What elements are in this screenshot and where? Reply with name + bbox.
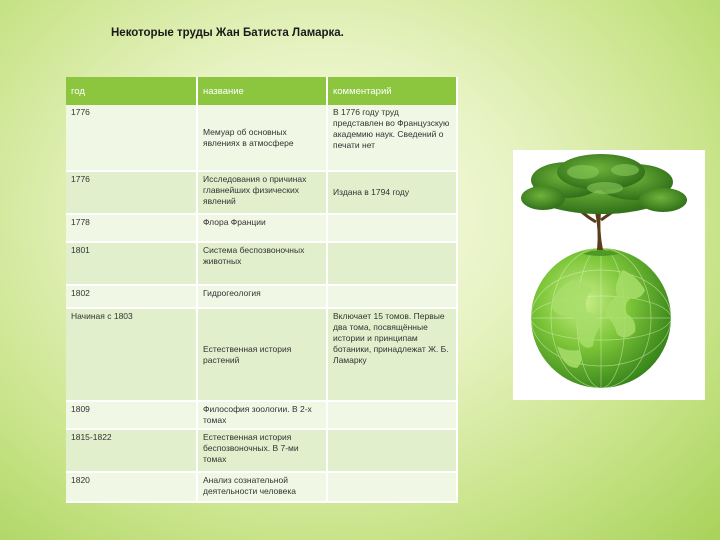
table-row bbox=[66, 214, 457, 242]
table-row bbox=[66, 308, 457, 401]
table-header-row bbox=[66, 77, 457, 105]
cell-year: Начиная с 1803 bbox=[66, 308, 197, 401]
cell-year: 1809 bbox=[66, 401, 197, 429]
cell-name: Естественная история беспозвоночных. В 7-ми томах bbox=[197, 429, 327, 472]
cell-comment: Издана в 1794 году bbox=[327, 171, 457, 214]
cell-comment bbox=[327, 429, 457, 472]
cell-comment bbox=[327, 214, 457, 242]
table-row bbox=[66, 401, 457, 429]
cell-name: Система беспозвоночных животных bbox=[197, 242, 327, 285]
tree-on-globe-icon bbox=[513, 150, 705, 400]
cell-name: Исследования о причинах главнейших физических явлений bbox=[197, 171, 327, 214]
table-row bbox=[66, 285, 457, 308]
cell-comment bbox=[327, 242, 457, 285]
table-row bbox=[66, 429, 457, 472]
cell-comment bbox=[327, 285, 457, 308]
works-table bbox=[66, 77, 458, 503]
cell-name: Естественная история растений bbox=[197, 308, 327, 401]
cell-name: Анализ сознательной деятельности человека bbox=[197, 472, 327, 502]
header-name: название bbox=[197, 77, 327, 105]
cell-year: 1776 bbox=[66, 105, 197, 171]
slide-title: Некоторые труды Жан Батиста Ламарка. bbox=[111, 27, 344, 39]
cell-year: 1801 bbox=[66, 242, 197, 285]
cell-name: Флора Франции bbox=[197, 214, 327, 242]
table-row bbox=[66, 171, 457, 214]
cell-comment: В 1776 году труд представлен во Французскую академию наук. Сведений о печати нет bbox=[327, 105, 457, 171]
cell-name: Гидрогеология bbox=[197, 285, 327, 308]
header-comment: комментарий bbox=[327, 77, 457, 105]
cell-comment bbox=[327, 401, 457, 429]
cell-name: Мемуар об основных явлениях в атмосфере bbox=[197, 105, 327, 171]
header-year: год bbox=[66, 77, 197, 105]
table-row bbox=[66, 105, 457, 171]
table-row bbox=[66, 242, 457, 285]
cell-year: 1778 bbox=[66, 214, 197, 242]
table-row bbox=[66, 472, 457, 502]
cell-year: 1802 bbox=[66, 285, 197, 308]
tree-globe-image bbox=[513, 150, 705, 400]
cell-year: 1815-1822 bbox=[66, 429, 197, 472]
cell-name: Философия зоологии. В 2-х томах bbox=[197, 401, 327, 429]
cell-year: 1820 bbox=[66, 472, 197, 502]
cell-year: 1776 bbox=[66, 171, 197, 214]
cell-comment: Включает 15 томов. Первые два тома, посвящённые истории и принципам ботаники, принадлежат Ж. Б. Ламарку bbox=[327, 308, 457, 401]
cell-comment bbox=[327, 472, 457, 502]
